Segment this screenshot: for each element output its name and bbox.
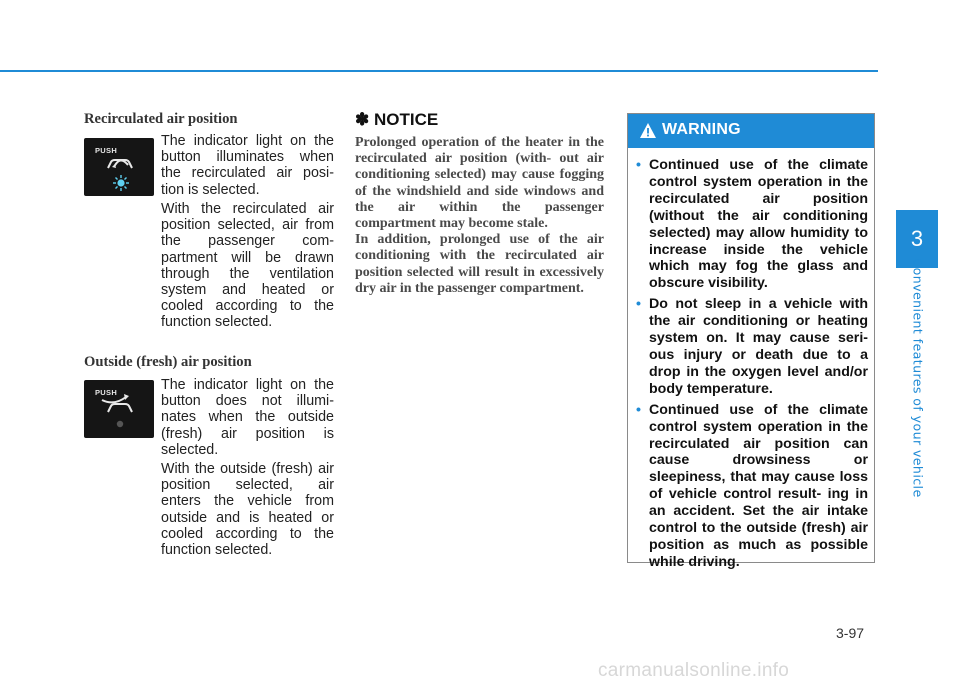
outside-para-1: The indicator light on the button does not illumi- nates when the outside (fresh) air position is selected. <box>161 377 334 458</box>
recirculated-heading: Recirculated air position <box>84 111 238 127</box>
bullet-icon: • <box>636 296 641 313</box>
outside-para-2: With the outside (fresh) air position selected, air enters the vehicle from outside and is heated or cooled according to the function selected. <box>161 461 334 559</box>
recirc-para-1: The indicator light on the button illuminates when the recirculated air posi- tion is selected. <box>161 133 334 198</box>
notice-para-1: Prolonged operation of the heater in the recirculated air position (with- out air conditioning selected) may cause fogging of the windshield and side windows and the air within the passenger compartment may become stale. <box>355 135 604 232</box>
header-rule <box>0 70 878 72</box>
warning-item-text: Continued use of the climate control system operation in the recirculated air position can cause drowsiness or sleepiness, that may cause loss of vehicle control result- ing in an accident. Set the air intake control to the outside (fresh) air position as much as possible while driving. <box>649 401 868 570</box>
warning-header <box>628 114 874 148</box>
recirc-button-image <box>84 138 154 196</box>
watermark: carmanualsonline.info <box>598 660 790 681</box>
chapter-number: 3 <box>910 226 924 251</box>
warning-item <box>636 296 868 397</box>
outside-heading: Outside (fresh) air position <box>84 354 252 370</box>
page-number: 3-97 <box>836 625 865 641</box>
warning-title: WARNING <box>662 121 741 138</box>
recirc-para-2: With the recirculated air position selected, air from the passenger com- partment will be drawn through the ventilation system and heated or cooled according to the function selected. <box>161 201 334 331</box>
warning-item-text: Continued use of the climate control system operation in the recirculated air position (without the air conditioning selected) may allow humidity to increase inside the vehicle which may fog the glass and obscure visibility. <box>649 157 868 292</box>
warning-item <box>636 157 868 292</box>
warning-list <box>636 157 868 575</box>
warning-item-text: Do not sleep in a vehicle with the air conditioning or heating system on. It may cause seri- ous injury or death due to a drop in the oxygen level and/or body temperature. <box>649 296 868 397</box>
fresh-air-arrow-car-icon <box>84 380 154 438</box>
notice-body <box>355 135 604 297</box>
warning-triangle-icon <box>639 122 657 139</box>
notice-para-2: In addition, prolonged use of the air conditioning with the recirculated air position selected will result in excessively dry air in the passenger compartment. <box>355 232 604 296</box>
push-label: PUSH <box>95 146 118 155</box>
chapter-label: Convenient features of your vehicle <box>910 258 926 498</box>
bullet-icon: • <box>636 401 641 418</box>
push-label: PUSH <box>95 388 118 397</box>
warning-item <box>636 402 868 571</box>
warning-box <box>627 113 875 570</box>
recirculation-arrow-car-icon <box>84 138 154 196</box>
notice-title: ✽ NOTICE <box>355 110 439 129</box>
bullet-icon: • <box>636 157 641 173</box>
fresh-button-image <box>84 380 154 438</box>
